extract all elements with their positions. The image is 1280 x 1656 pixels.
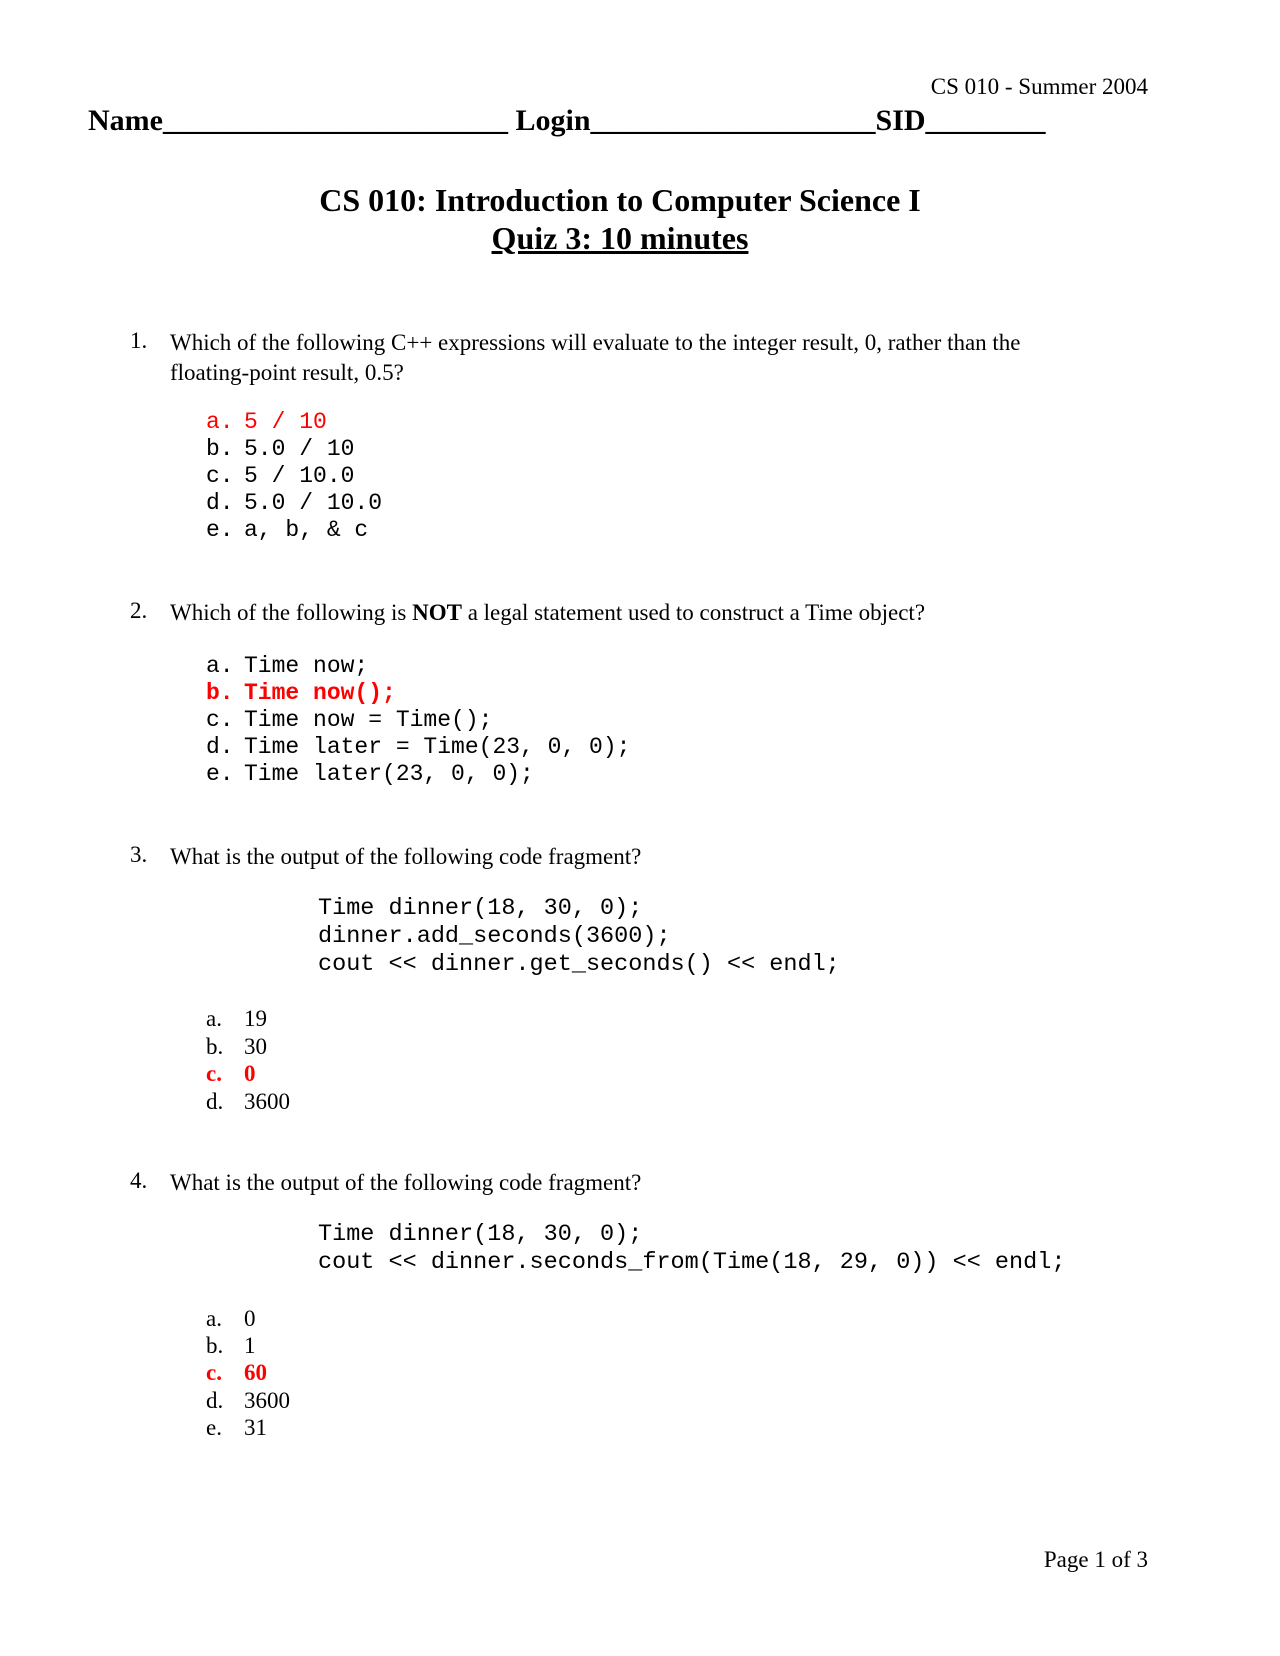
q4-option-a: a. 0 bbox=[206, 1306, 256, 1331]
q2-number: 2. bbox=[130, 598, 148, 623]
name-field[interactable]: _______________________ bbox=[162, 104, 508, 137]
q3-option-a: a. 19 bbox=[206, 1006, 267, 1031]
q2-option-c: c. Time now = Time(); bbox=[206, 707, 493, 733]
q4-option-d: d. 3600 bbox=[206, 1388, 290, 1413]
q1-text-line1: Which of the following C++ expressions will evaluate to the integer result, 0, rather than the bbox=[170, 330, 1021, 355]
q2-option-d: d. Time later = Time(23, 0, 0); bbox=[206, 734, 631, 760]
login-field[interactable]: ___________________ bbox=[590, 104, 876, 137]
q1-number: 1. bbox=[130, 328, 148, 353]
q3-number: 3. bbox=[130, 842, 148, 867]
sid-field[interactable]: ________ bbox=[925, 104, 1046, 137]
student-info-line bbox=[88, 104, 1046, 138]
q4-option-e: e. 31 bbox=[206, 1415, 267, 1440]
q4-code-line: cout << dinner.seconds_from(Time(18, 29, 0)) << endl; bbox=[318, 1249, 1066, 1276]
page-number: Page 1 of 3 bbox=[1043, 1547, 1148, 1572]
q3-text: What is the output of the following code fragment? bbox=[170, 844, 642, 869]
q4-option-c: c. 60 bbox=[206, 1360, 267, 1385]
q1-option-d: d. 5.0 / 10.0 bbox=[206, 490, 383, 516]
login-label: Login bbox=[515, 104, 591, 137]
q3-code-line: dinner.add_seconds(3600); bbox=[318, 923, 671, 950]
q4-number: 4. bbox=[130, 1168, 148, 1193]
q4-code-line: Time dinner(18, 30, 0); bbox=[318, 1221, 643, 1248]
q2-option-a: a. Time now; bbox=[206, 653, 369, 679]
course-header: CS 010 - Summer 2004 bbox=[930, 74, 1148, 99]
q2-option-e: e. Time later(23, 0, 0); bbox=[206, 761, 534, 787]
q2-emphasis: NOT bbox=[412, 600, 462, 625]
q1-text-line2: floating-point result, 0.5? bbox=[170, 360, 404, 385]
course-title: CS 010: Introduction to Computer Science I bbox=[319, 182, 921, 218]
sid-label: SID bbox=[875, 104, 926, 137]
name-label: Name bbox=[88, 104, 163, 137]
q3-code-line: Time dinner(18, 30, 0); bbox=[318, 895, 643, 922]
q1-option-e: e. a, b, & c bbox=[206, 517, 369, 543]
q1-option-a: a. 5 / 10 bbox=[206, 409, 327, 435]
q1-option-c: c. 5 / 10.0 bbox=[206, 463, 355, 489]
q4-text: What is the output of the following code fragment? bbox=[170, 1170, 642, 1195]
q2-option-b: b. Time now(); bbox=[206, 680, 396, 706]
q3-option-d: d. 3600 bbox=[206, 1089, 290, 1114]
q2-text: Which of the following is NOT a legal statement used to construct a Time object? bbox=[170, 600, 926, 625]
q1-option-b: b. 5.0 / 10 bbox=[206, 436, 355, 462]
q3-code-line: cout << dinner.get_seconds() << endl; bbox=[318, 951, 840, 978]
quiz-title: Quiz 3: 10 minutes bbox=[491, 220, 749, 256]
q4-option-b: b. 1 bbox=[206, 1333, 256, 1358]
q3-option-b: b. 30 bbox=[206, 1034, 267, 1059]
q3-option-c: c. 0 bbox=[206, 1061, 256, 1086]
q1-text bbox=[170, 328, 1021, 388]
